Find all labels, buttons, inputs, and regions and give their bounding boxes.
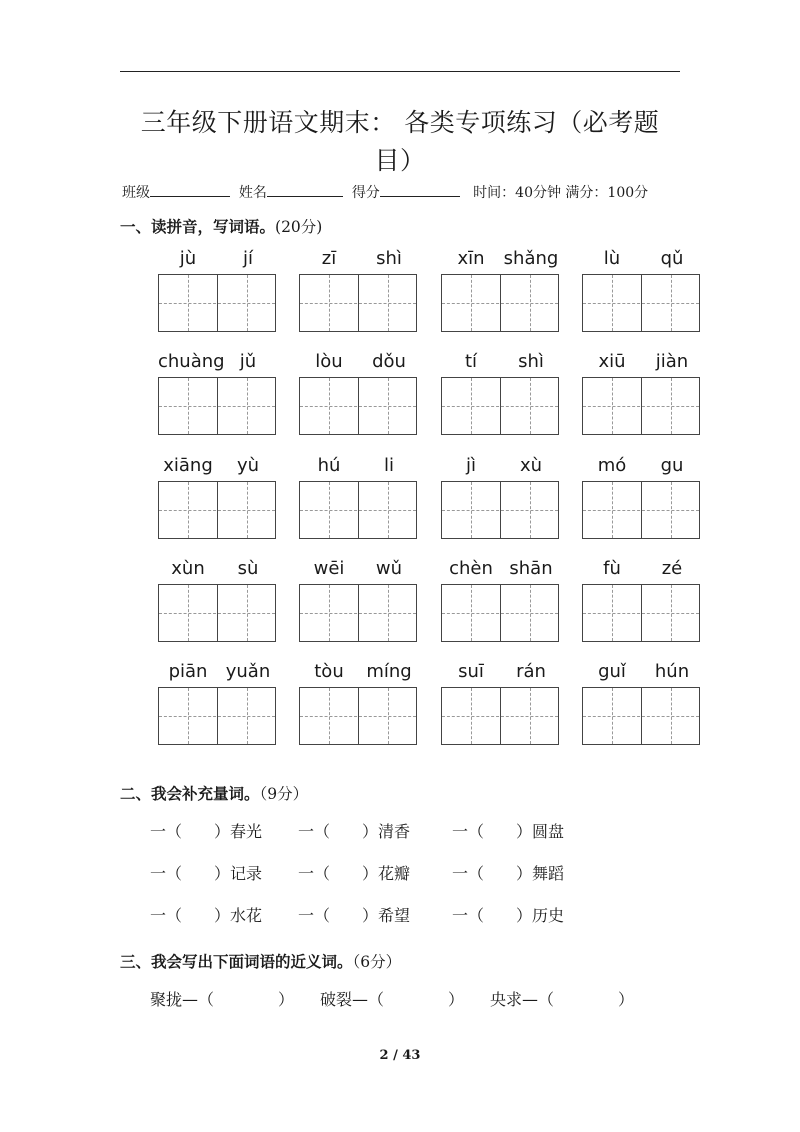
pinyin-syllable: zī	[321, 248, 337, 269]
grid-guide-line	[159, 510, 275, 511]
class-label: 班级	[122, 185, 150, 201]
pinyin-syllable: xīn	[457, 248, 485, 269]
grid-guide-line	[442, 613, 558, 614]
grid-guide-line	[583, 510, 699, 511]
synonym-item: 聚拢—（ ）	[150, 990, 295, 1009]
pinyin-syllable: rán	[516, 661, 546, 682]
pinyin-syllable: shì	[376, 248, 402, 269]
measure-word-item: 一（ ）舞蹈	[452, 864, 565, 883]
measure-word-item: 一（ ）水花	[150, 906, 263, 925]
pinyin-syllable: xùn	[171, 558, 205, 579]
measure-word-item: 一（ ）希望	[298, 906, 411, 925]
pinyin-syllable: mó	[597, 455, 627, 476]
pinyin-syllable: jì	[465, 455, 476, 476]
section3-points: （6分）	[352, 953, 402, 971]
pinyin-syllable: hún	[654, 661, 690, 682]
writing-grid[interactable]	[441, 687, 559, 745]
pinyin-syllable: chèn	[449, 558, 493, 579]
page-title-continued: 目）	[374, 146, 426, 175]
pinyin-syllable: xiāng	[163, 455, 213, 476]
pinyin-syllable: hú	[317, 455, 341, 476]
measure-word-item: 一（ ）花瓣	[298, 864, 411, 883]
pinyin-syllable: wēi	[313, 558, 345, 579]
pinyin-syllable: tí	[464, 351, 478, 372]
grid-guide-line	[583, 716, 699, 717]
grid-guide-line	[159, 613, 275, 614]
measure-word-item: 一（ ）记录	[150, 864, 263, 883]
writing-grid[interactable]	[299, 481, 417, 539]
grid-guide-line	[442, 510, 558, 511]
measure-word-item: 一（ ）清香	[298, 822, 411, 841]
pinyin-syllable: jí	[242, 248, 253, 269]
pinyin-syllable: qǔ	[660, 248, 684, 269]
pinyin-syllable: yuǎn	[225, 661, 271, 682]
pinyin-syllable: chuàng	[158, 351, 225, 372]
writing-grid[interactable]	[582, 584, 700, 642]
pinyin-syllable: sù	[237, 558, 259, 579]
grid-guide-line	[442, 716, 558, 717]
pinyin-syllable: jiàn	[655, 351, 689, 372]
section1-title: 一、读拼音，写词语。	[120, 218, 276, 236]
pinyin-syllable: shǎng	[503, 248, 559, 269]
writing-grid[interactable]	[582, 687, 700, 745]
writing-grid[interactable]	[299, 687, 417, 745]
pinyin-syllable: jù	[179, 248, 197, 269]
writing-grid[interactable]	[299, 377, 417, 435]
writing-grid[interactable]	[582, 481, 700, 539]
grid-guide-line	[300, 406, 416, 407]
student-info-line	[122, 182, 648, 203]
pinyin-syllable: piān	[168, 661, 208, 682]
writing-grid[interactable]	[158, 584, 276, 642]
synonym-item: 央求—（ ）	[490, 990, 635, 1009]
synonym-item: 破裂—（ ）	[320, 990, 465, 1009]
score-label: 得分	[351, 185, 380, 201]
writing-grid[interactable]	[582, 377, 700, 435]
writing-grid[interactable]	[158, 377, 276, 435]
pinyin-syllable: jǔ	[239, 351, 257, 372]
pinyin-syllable: dǒu	[372, 351, 406, 372]
grid-guide-line	[442, 303, 558, 304]
writing-grid[interactable]	[582, 274, 700, 332]
grid-guide-line	[442, 406, 558, 407]
pinyin-syllable: shì	[518, 351, 544, 372]
writing-grid[interactable]	[158, 274, 276, 332]
writing-grid[interactable]	[299, 584, 417, 642]
pinyin-syllable: guǐ	[598, 661, 626, 682]
grid-guide-line	[300, 613, 416, 614]
pinyin-syllable: gu	[660, 455, 684, 476]
pinyin-syllable: li	[383, 455, 394, 476]
writing-grid[interactable]	[441, 377, 559, 435]
writing-grid[interactable]	[158, 481, 276, 539]
class-blank	[150, 182, 230, 197]
pinyin-syllable: suī	[458, 661, 484, 682]
writing-grid[interactable]	[299, 274, 417, 332]
top-rule	[120, 71, 680, 72]
measure-word-item: 一（ ）圆盘	[452, 822, 565, 841]
grid-guide-line	[583, 303, 699, 304]
pinyin-syllable: lòu	[315, 351, 343, 372]
score-blank	[380, 182, 460, 197]
pinyin-syllable: fù	[603, 558, 621, 579]
grid-guide-line	[300, 716, 416, 717]
writing-grid[interactable]	[441, 584, 559, 642]
pinyin-syllable: míng	[366, 661, 412, 682]
pinyin-syllable: zé	[661, 558, 683, 579]
pinyin-syllable: lù	[603, 248, 621, 269]
section1-heading	[120, 215, 322, 237]
grid-guide-line	[583, 613, 699, 614]
section2-heading	[120, 782, 308, 804]
grid-guide-line	[300, 303, 416, 304]
section2-points: （9分）	[259, 785, 309, 803]
pinyin-syllable: tòu	[314, 661, 344, 682]
page-title: 三年级下册语文期末： 各类专项练习（必考题	[140, 108, 660, 137]
pinyin-syllable: wǔ	[375, 558, 403, 579]
writing-grid[interactable]	[158, 687, 276, 745]
pinyin-syllable: yù	[236, 455, 260, 476]
measure-word-item: 一（ ）春光	[150, 822, 263, 841]
grid-guide-line	[159, 716, 275, 717]
name-label: 姓名	[238, 185, 267, 201]
pinyin-syllable: shān	[509, 558, 553, 579]
writing-grid[interactable]	[441, 481, 559, 539]
grid-guide-line	[300, 510, 416, 511]
name-blank	[267, 182, 343, 197]
measure-word-item: 一（ ）历史	[452, 906, 565, 925]
section3-heading	[120, 950, 401, 972]
section2-title: 二、我会补充量词。	[120, 785, 260, 803]
pinyin-syllable: xiū	[598, 351, 626, 372]
section1-points: (20分)	[275, 218, 323, 236]
page-number: 2 / 43	[379, 1048, 421, 1063]
pinyin-syllable: xù	[519, 455, 543, 476]
section3-title: 三、我会写出下面词语的近义词。	[120, 953, 353, 971]
grid-guide-line	[159, 303, 275, 304]
writing-grid[interactable]	[441, 274, 559, 332]
grid-guide-line	[583, 406, 699, 407]
time-info: 时间：40分钟 满分：100分	[473, 185, 649, 201]
grid-guide-line	[159, 406, 275, 407]
